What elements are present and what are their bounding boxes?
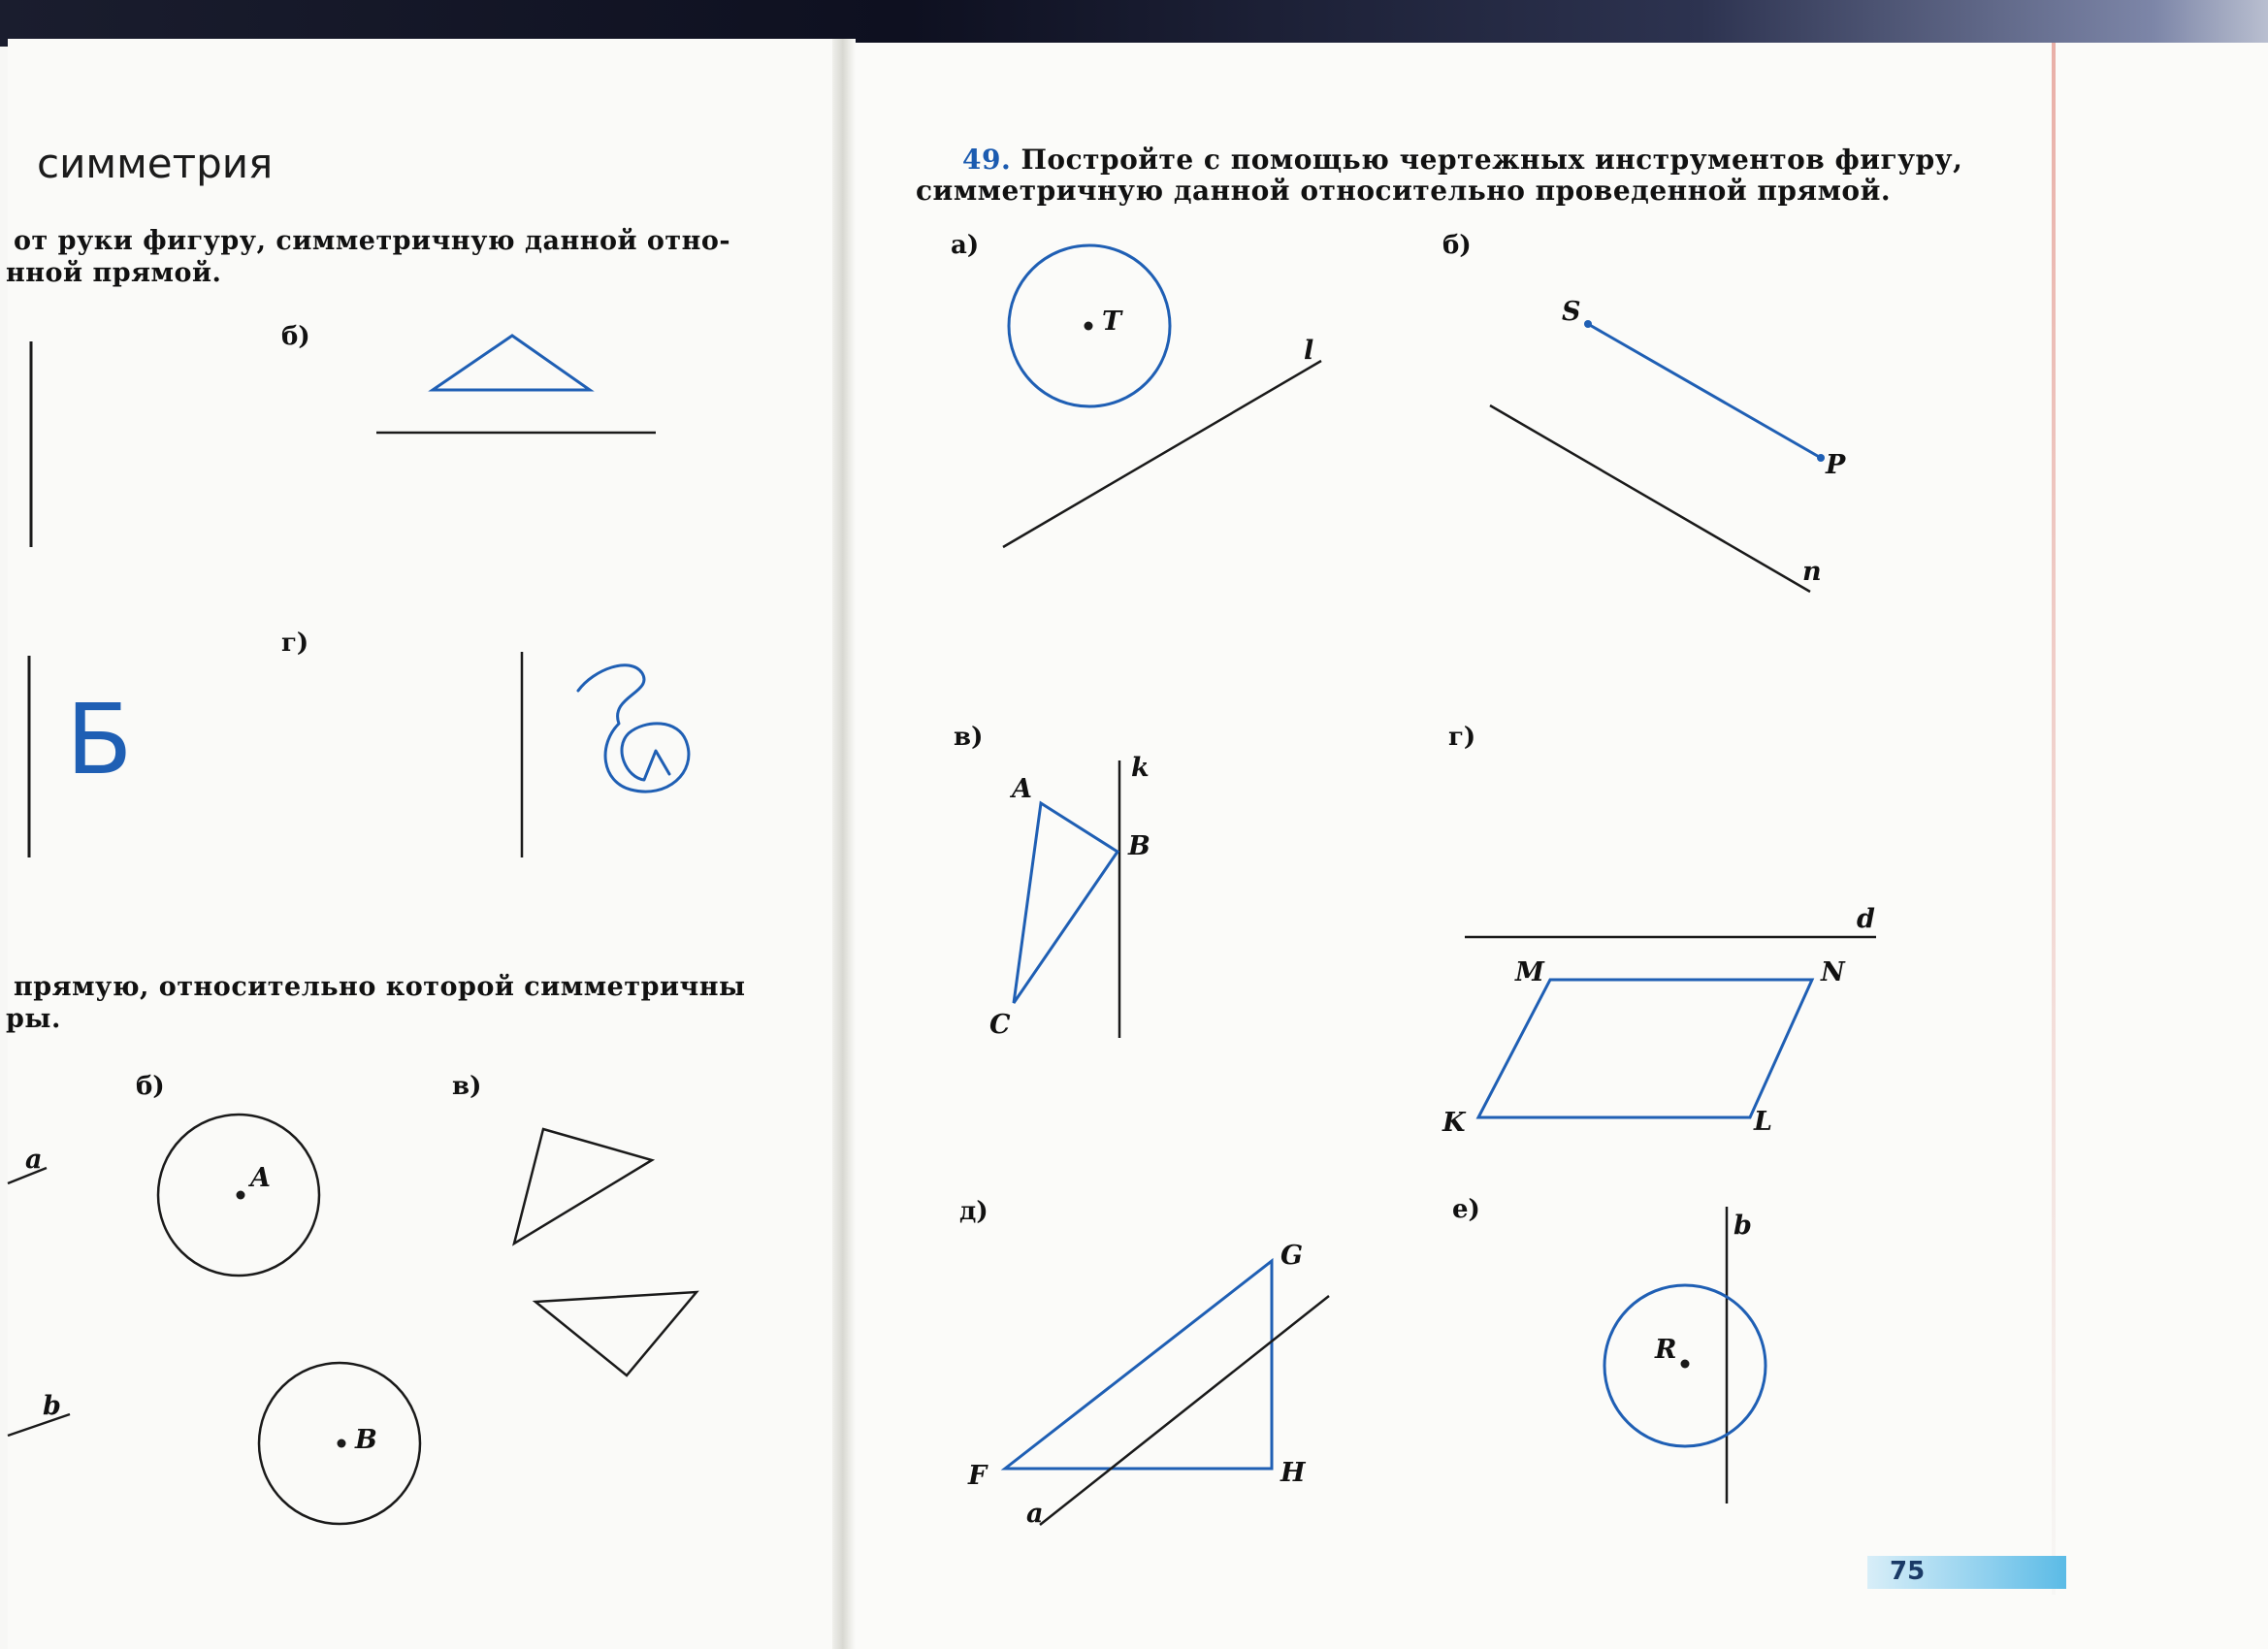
- point-label-A-left: A: [250, 1163, 271, 1193]
- label-v-left2: в): [452, 1072, 482, 1101]
- left-task2-text-line2: ры.: [6, 1004, 61, 1034]
- segment-SP: [1588, 324, 1821, 458]
- point-label-S: S: [1562, 297, 1581, 327]
- point-label-b-left: b: [43, 1391, 61, 1421]
- left-point-A: [237, 1191, 245, 1200]
- line-label-a: a: [1026, 1499, 1044, 1529]
- triangle-ABC: [1014, 803, 1118, 1003]
- point-label-G: G: [1280, 1241, 1304, 1271]
- left-point-B: [338, 1439, 346, 1448]
- line-label-b: b: [1733, 1211, 1752, 1241]
- task-number: 49.: [962, 144, 1012, 176]
- left-line-b: [8, 1414, 70, 1436]
- point-T: [1085, 322, 1093, 331]
- point-S: [1584, 320, 1592, 328]
- point-label-F: F: [968, 1461, 988, 1491]
- label-v: в): [954, 723, 984, 752]
- point-label-B-left: B: [355, 1425, 377, 1455]
- label-g: г): [1448, 723, 1476, 752]
- point-R: [1681, 1360, 1690, 1369]
- point-label-R: R: [1655, 1335, 1677, 1365]
- page-number: 75: [1890, 1557, 1926, 1586]
- point-label-B: B: [1128, 831, 1150, 861]
- parallelogram-MNLK: [1478, 980, 1812, 1117]
- label-b-left: б): [281, 322, 310, 351]
- left-blue-curl-figure: [578, 665, 689, 792]
- label-a: а): [951, 231, 980, 260]
- point-label-N: N: [1821, 957, 1845, 987]
- left-triangle-2: [535, 1292, 697, 1375]
- line-label-l: l: [1304, 336, 1314, 366]
- point-label-T: T: [1102, 307, 1122, 337]
- label-e: е): [1452, 1195, 1480, 1224]
- label-b-left2: б): [136, 1072, 165, 1101]
- line-label-k: k: [1131, 753, 1150, 783]
- point-label-C: C: [989, 1010, 1011, 1040]
- label-b: б): [1442, 231, 1472, 260]
- label-g-left: г): [281, 629, 309, 658]
- point-label-K: K: [1442, 1108, 1466, 1138]
- left-task-text-line2: нной прямой.: [6, 258, 222, 288]
- task-49-text-line2: симметричную данной относительно проведенной прямой.: [916, 175, 1892, 207]
- point-label-P: P: [1826, 450, 1846, 480]
- point-label-L: L: [1754, 1107, 1772, 1137]
- left-blue-triangle: [433, 336, 590, 390]
- line-l: [1003, 361, 1321, 547]
- line-label-d: d: [1857, 904, 1875, 934]
- point-label-a-left: a: [25, 1145, 43, 1175]
- triangle-FGH: [1005, 1261, 1272, 1469]
- task-49-text-line1: Постройте с помощью чертежных инструментов фигуру,: [1021, 144, 1963, 176]
- left-task-text-line1: от руки фигуру, симметричную данной отно-: [14, 226, 731, 256]
- letter-b-figure: Б: [66, 683, 133, 796]
- section-heading: симметрия: [37, 140, 274, 187]
- point-label-H: H: [1280, 1458, 1306, 1488]
- label-d: д): [959, 1197, 988, 1226]
- line-label-n: n: [1802, 557, 1822, 587]
- left-line-a: [8, 1168, 47, 1183]
- line-n: [1490, 405, 1810, 592]
- left-triangle-1: [514, 1129, 652, 1244]
- point-P: [1817, 454, 1825, 462]
- point-label-M: M: [1515, 957, 1544, 987]
- left-task2-text-line1: прямую, относительно которой симметричны: [14, 972, 746, 1002]
- point-label-A: A: [1012, 774, 1032, 804]
